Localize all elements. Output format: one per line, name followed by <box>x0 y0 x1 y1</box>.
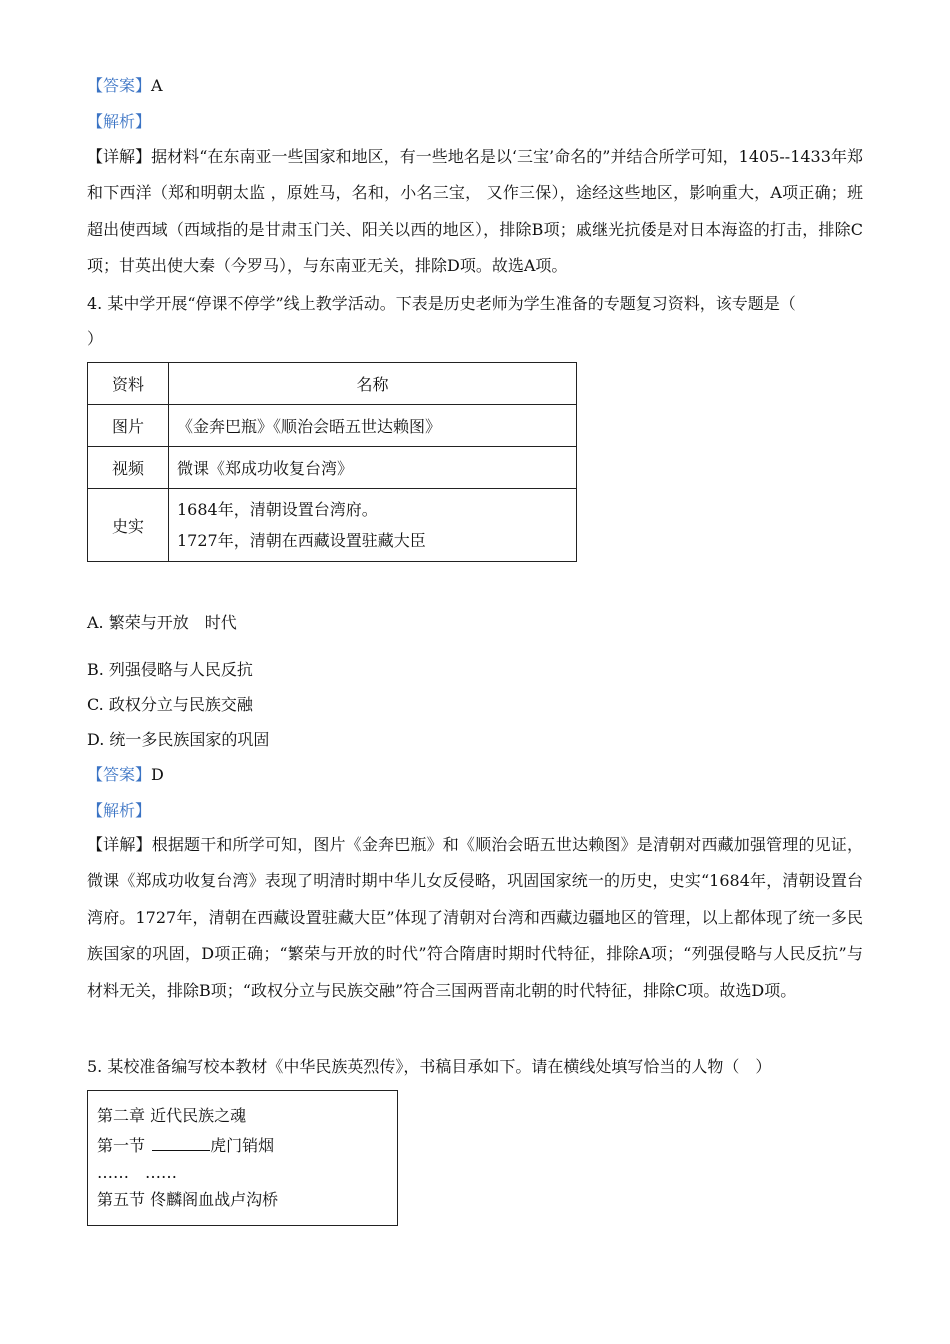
outline-section-1 <box>97 1131 388 1161</box>
q5-stem: 5. 某校准备编写校本教材《中华民族英烈传》，书稿目承如下。请在横线处填写恰当的人物（ ） <box>87 1057 772 1076</box>
q4-detail-text: 根据题干和所学可知，图片《金奔巴瓶》和《顺治会晤五世达赖图》是清朝对西藏加强管理的见证，微课《郑成功收复台湾》表现了明清时期中华儿女反侵略，巩固国家统一的历史，史实“1684年，清朝设置台湾府。1727年，清朝在西藏设置驻藏大臣”体现了清朝对台湾和西藏边疆地区的管理，以上都体现了统一多民族国家的巩固，D项正确；“繁荣与开放的时代”符合隋唐时期时代特征，排除A项；“列强侵略与人民反抗”与材料无关，排除B项；“政权分立与民族交融”符合三国两晋南北朝的时代特征，排除C项。故选D项。 <box>87 835 863 1000</box>
fact-line: 1684年，清朝设置台湾府。 <box>177 500 378 519</box>
q5-outline-box <box>87 1090 398 1226</box>
analysis-tag: 【解析】 <box>87 112 152 131</box>
q3-analysis-line <box>87 111 151 133</box>
outline-section-5: 第五节 佟麟阁血战卢沟桥 <box>97 1190 279 1209</box>
table-row <box>88 405 577 447</box>
option-d: D. 统一多民族国家的巩固 <box>87 730 270 749</box>
fact-line: 1727年，清朝在西藏设置驻藏大臣 <box>177 531 426 550</box>
section-title: 虎门销烟 <box>210 1136 275 1155</box>
table-row-label: 史实 <box>88 489 169 562</box>
table-row-content: 微课《郑成功收复台湾》 <box>169 447 577 489</box>
q3-detail-paragraph <box>87 139 863 285</box>
answer-tag: 【答案】 <box>87 76 152 95</box>
q4-answer-line <box>87 764 164 786</box>
table-header-cell: 名称 <box>169 363 577 405</box>
q3-answer-line <box>87 75 163 97</box>
q4-stem-line1: 4. 某中学开展“停课不停学”线上教学活动。下表是历史老师为学生准备的专题复习资料，该专题是（ <box>87 294 796 313</box>
analysis-tag: 【解析】 <box>87 801 152 820</box>
fill-blank <box>152 1136 210 1151</box>
table-row-content: 《金奔巴瓶》《顺治会晤五世达赖图》 <box>169 405 577 447</box>
table-row-label: 图片 <box>88 405 169 447</box>
section-prefix: 第一节 <box>97 1136 151 1155</box>
table-header-row <box>88 363 577 405</box>
option-c: C. 政权分立与民族交融 <box>87 695 253 714</box>
table-row-label: 视频 <box>88 447 169 489</box>
q4-detail-paragraph <box>87 827 863 1009</box>
option-a: A. 繁荣与开放 时代 <box>87 613 237 632</box>
q4-stem-line2: ） <box>87 329 104 348</box>
detail-tag: 【详解】 <box>87 147 152 166</box>
q4-answer: D <box>151 765 164 784</box>
table-row <box>88 447 577 489</box>
table-header-cell: 资料 <box>88 363 169 405</box>
q3-detail-text: 据材料“在东南亚一些国家和地区，有一些地名是以‘三宝’命名的”并结合所学可知，1405--1433年郑和下西洋（郑和明朝太监 ，原姓马，名和，小名三宝， 又作三保），途经这些地区，影响重大，A项正确；班超出使西域（西域指的是甘肃玉门关、阳关以西的地区），排除B项；戚继光抗倭是对日本海盗的打击，排除C项；甘英出使大秦（今罗马），与东南亚无关，排除D项。故选A项。 <box>87 147 863 276</box>
outline-chapter: 第二章 近代民族之魂 <box>97 1106 247 1125</box>
detail-tag: 【详解】 <box>87 835 152 854</box>
q4-material-table <box>87 362 577 562</box>
q3-answer: A <box>151 76 163 95</box>
outline-ellipsis: …… …… <box>97 1163 178 1182</box>
table-row-content <box>169 489 577 562</box>
table-row <box>88 489 577 562</box>
q4-analysis-line <box>87 800 151 822</box>
option-b: B. 列强侵略与人民反抗 <box>87 660 253 679</box>
answer-tag: 【答案】 <box>87 765 152 784</box>
